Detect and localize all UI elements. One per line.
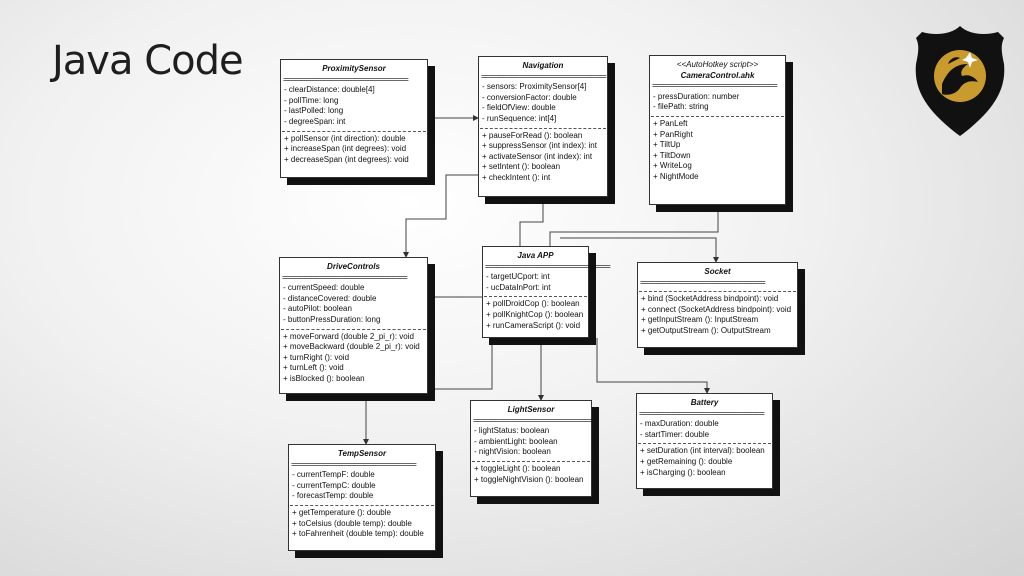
class-box-javaapp — [482, 246, 610, 338]
attribute: - sensors: ProximitySensor[4] — [482, 82, 587, 92]
method: + isCharging (): boolean — [640, 467, 726, 477]
method: + getInputStream (): InputStream — [641, 315, 759, 325]
class-box-lightsensor — [470, 400, 598, 497]
attribute: - autoPilot: boolean — [283, 304, 352, 314]
separator: ================================== — [640, 277, 765, 287]
divider — [651, 116, 784, 117]
attribute: - degreeSpan: int — [284, 116, 346, 126]
separator: ================================== — [473, 415, 598, 425]
method: + pollKnightCop (): boolean — [486, 309, 584, 319]
method: + setIntent (): boolean — [482, 162, 561, 172]
attribute: - pollTime: long — [284, 95, 339, 105]
divider — [472, 461, 590, 462]
method: + TiltUp — [653, 140, 681, 150]
method: + NightMode — [653, 171, 699, 181]
method: + runCameraScript (): void — [486, 320, 581, 330]
separator: ================================== — [481, 71, 606, 81]
divider — [282, 131, 426, 132]
attribute: - forecastTemp: double — [292, 491, 374, 501]
class-box-drivecontrols — [279, 257, 428, 394]
attribute: - conversionFactor: double — [482, 92, 577, 102]
attribute: - startTimer: double — [640, 429, 710, 439]
method: + pauseForRead (): boolean — [482, 130, 583, 140]
class-box-cameracontrol — [649, 55, 786, 205]
separator: ================================== — [639, 408, 764, 418]
method: + toggleNightVision (): boolean — [474, 474, 584, 484]
divider — [639, 291, 796, 292]
divider — [484, 296, 587, 297]
attribute: - lightStatus: boolean — [474, 426, 550, 436]
attribute: - lastPolled: long — [284, 106, 344, 116]
class-stereotype: <<AutoHotkey script>> — [676, 60, 759, 69]
separator: ================================== — [291, 459, 416, 469]
method: + decreaseSpan (int degrees): void — [284, 154, 409, 164]
separator: ================================== — [282, 272, 407, 282]
method: + connect (SocketAddress bindpoint): void — [641, 304, 792, 314]
class-box-tempsensor — [288, 444, 436, 551]
separator: ================================== — [485, 261, 610, 271]
attribute: - maxDuration: double — [640, 419, 719, 429]
method: + isBlocked (): boolean — [283, 373, 365, 383]
class-box-battery — [636, 393, 773, 489]
method: + checkIntent (): int — [482, 172, 551, 182]
divider — [638, 443, 771, 444]
attribute: - clearDistance: double[4] — [284, 85, 375, 95]
divider — [480, 128, 606, 129]
navigation-to-drive-line — [406, 175, 478, 257]
method: + toFahrenheit (double temp): double — [292, 529, 424, 539]
shield-logo-icon — [912, 24, 1008, 140]
method: + turnLeft (): void — [283, 363, 344, 373]
method: + setDuration (int interval): boolean — [640, 446, 765, 456]
divider — [281, 329, 426, 330]
attribute: - runSequence: int[4] — [482, 113, 557, 123]
attribute: - distanceCovered: double — [283, 293, 377, 303]
separator: ================================== — [652, 81, 777, 91]
method: + pollDroidCop (): boolean — [486, 299, 580, 309]
method: + suppressSensor (int index): int — [482, 141, 597, 151]
class-name: Battery — [690, 398, 719, 407]
class-name: Navigation — [522, 61, 564, 70]
method: + activateSensor (int index): int — [482, 151, 593, 161]
class-name: LightSensor — [507, 405, 555, 414]
class-box-navigation — [478, 56, 608, 197]
class-box-proximitysensor — [280, 59, 428, 178]
method: + TiltDown — [653, 150, 691, 160]
class-name: ProximitySensor — [322, 64, 386, 73]
method: + WriteLog — [653, 161, 692, 171]
method: + turnRight (): void — [283, 352, 350, 362]
class-name: DriveControls — [327, 262, 380, 271]
class-name: CameraControl.ahk — [680, 70, 755, 80]
attribute: - currentSpeed: double — [283, 283, 365, 293]
attribute: - ambientLight: boolean — [474, 436, 558, 446]
method: + bind (SocketAddress bindpoint): void — [641, 294, 779, 304]
class-box-socket — [637, 262, 798, 348]
attribute: - ucDataInPort: int — [486, 282, 551, 292]
method: + getRemaining (): double — [640, 456, 733, 466]
method: + getTemperature (): double — [292, 507, 391, 517]
method: + PanLeft — [653, 118, 688, 128]
slide-title: Java Code — [52, 38, 243, 84]
attribute: - currentTempC: double — [292, 480, 376, 490]
divider — [290, 505, 434, 506]
attribute: - fieldOfView: double — [482, 103, 556, 113]
method: + PanRight — [653, 129, 693, 139]
attribute: - pressDuration: number — [653, 91, 740, 101]
attribute: - currentTempF: double — [292, 470, 375, 480]
class-name: Java APP — [517, 251, 554, 260]
separator: ================================== — [283, 74, 408, 84]
attribute: - filePath: string — [653, 102, 709, 112]
method: + increaseSpan (int degrees): void — [284, 144, 407, 154]
attribute: - nightVision: boolean — [474, 447, 551, 457]
method: + moveBackward (double 2_pi_r): void — [283, 342, 420, 352]
method: + getOutputStream (): OutputStream — [641, 325, 771, 335]
method: + moveForward (double 2_pi_r): void — [283, 331, 414, 341]
method: + toCelsius (double temp): double — [292, 518, 412, 528]
class-name: TempSensor — [337, 449, 387, 458]
method: + pollSensor (int direction): double — [284, 133, 406, 143]
attribute: - buttonPressDuration: long — [283, 314, 381, 324]
attribute: - targetUCport: int — [486, 272, 550, 282]
method: + toggleLight (): boolean — [474, 463, 561, 473]
camera-to-app-line — [550, 205, 718, 246]
navigation-to-app-line — [520, 196, 543, 246]
class-name: Socket — [704, 267, 731, 276]
